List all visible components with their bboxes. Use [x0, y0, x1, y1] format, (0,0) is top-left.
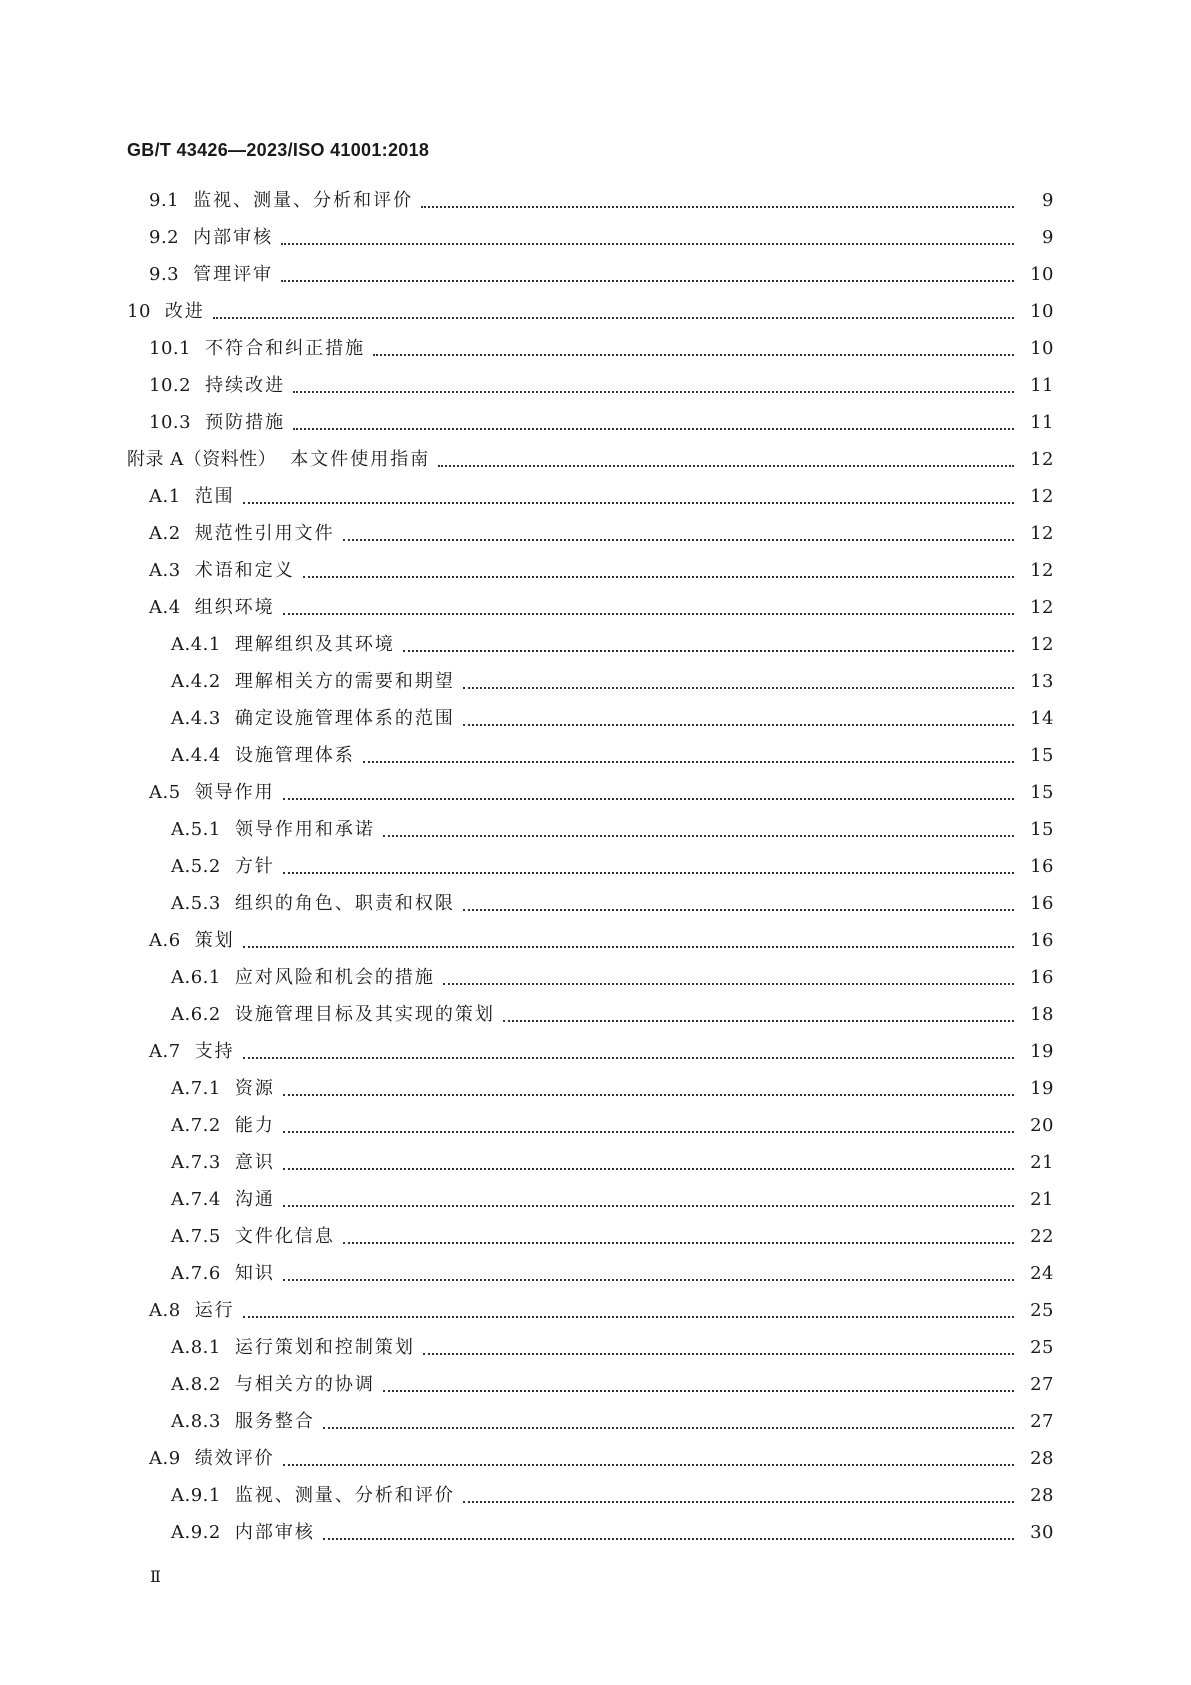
toc-entry[interactable] [0, 782, 1191, 819]
toc-entry-title: 持续改进 [205, 375, 286, 396]
toc-entry-title: 管理评审 [193, 264, 274, 285]
toc-entry-number: A.7.5 [171, 1226, 221, 1247]
toc-entry-number: A.8.1 [171, 1337, 221, 1358]
toc-entry-title: 资源 [234, 1078, 275, 1099]
toc-entry-title: 策划 [194, 930, 235, 951]
toc-entry-number: 9.3 [149, 264, 180, 285]
toc-entry-page: 15 [1030, 782, 1054, 803]
toc-entry-title: 绩效评价 [194, 1448, 275, 1469]
toc-entry[interactable] [0, 1226, 1191, 1263]
toc-entry-number: A.2 [149, 523, 181, 544]
document-header [127, 140, 429, 161]
toc-entry-title: 方针 [234, 856, 275, 877]
toc-entry-title: 文件化信息 [234, 1226, 335, 1247]
toc-entry-number: 9.2 [149, 227, 180, 248]
toc-entry-number: 10.3 [149, 412, 192, 433]
toc-entry[interactable] [0, 560, 1191, 597]
toc-dot-leader [283, 1115, 1014, 1133]
toc-dot-leader [323, 1411, 1014, 1429]
toc-entry-page: 18 [1030, 1004, 1054, 1025]
toc-dot-leader [283, 1189, 1014, 1207]
toc-dot-leader [283, 597, 1014, 615]
toc-dot-leader [243, 930, 1014, 948]
toc-dot-leader [463, 1485, 1014, 1503]
toc-dot-leader [293, 412, 1014, 430]
toc-entry-number: A.7.3 [171, 1152, 221, 1173]
toc-dot-leader [383, 1374, 1014, 1392]
toc-dot-leader [373, 338, 1014, 356]
toc-dot-leader [283, 1152, 1014, 1170]
toc-entry-page: 10 [1030, 338, 1054, 359]
toc-dot-leader [281, 227, 1014, 245]
toc-entry-page: 11 [1030, 412, 1054, 433]
toc-dot-leader [463, 671, 1014, 689]
toc-entry-page: 16 [1030, 856, 1054, 877]
toc-entry-title: 监视、测量、分析和评价 [234, 1485, 455, 1506]
toc-entry-title: 组织环境 [194, 597, 275, 618]
toc-entry-number: 9.1 [149, 190, 180, 211]
toc-entry[interactable] [0, 967, 1191, 1004]
toc-entry[interactable] [0, 375, 1191, 412]
toc-dot-leader [443, 967, 1014, 985]
toc-entry[interactable] [0, 1374, 1191, 1411]
toc-entry-number: A.7.6 [171, 1263, 221, 1284]
toc-entry-page: 22 [1030, 1226, 1054, 1247]
toc-entry[interactable] [0, 930, 1191, 967]
toc-entry-page: 10 [1030, 264, 1054, 285]
toc-entry[interactable] [0, 227, 1191, 264]
toc-entry-title: 不符合和纠正措施 [205, 338, 366, 359]
toc-entry-number: A.5.3 [171, 893, 221, 914]
toc-entry-title: 领导作用 [194, 782, 275, 803]
toc-dot-leader [283, 1448, 1014, 1466]
toc-entry-title: 理解组织及其环境 [234, 634, 395, 655]
toc-entry-title: 改进 [164, 301, 205, 322]
toc-entry[interactable] [0, 671, 1191, 708]
toc-dot-leader [243, 486, 1014, 504]
toc-entry[interactable] [0, 1411, 1191, 1448]
toc-entry-page: 27 [1030, 1374, 1054, 1395]
toc-entry[interactable] [0, 301, 1191, 338]
toc-entry[interactable] [0, 634, 1191, 671]
toc-entry-page: 30 [1030, 1522, 1054, 1543]
toc-entry-page: 25 [1030, 1300, 1054, 1321]
toc-entry-title: 领导作用和承诺 [234, 819, 375, 840]
toc-entry[interactable] [0, 486, 1191, 523]
toc-entry[interactable] [0, 856, 1191, 893]
toc-entry-title: 范围 [194, 486, 235, 507]
toc-entry-title: 支持 [194, 1041, 235, 1062]
toc-entry-number: A.9.2 [171, 1522, 221, 1543]
toc-entry-number: 附录 A（资料性） [127, 449, 277, 470]
toc-entry-page: 12 [1030, 634, 1054, 655]
toc-entry-number: A.6 [149, 930, 181, 951]
toc-entry-title: 理解相关方的需要和期望 [234, 671, 455, 692]
toc-entry-number: 10 [127, 301, 151, 322]
toc-entry-number: A.7.2 [171, 1115, 221, 1136]
toc-entry[interactable] [0, 1300, 1191, 1337]
toc-entry-title: 应对风险和机会的措施 [234, 967, 435, 988]
toc-entry-number: 10.1 [149, 338, 192, 359]
toc-entry-title: 内部审核 [193, 227, 274, 248]
toc-entry[interactable] [0, 1152, 1191, 1189]
toc-entry-page: 9 [1042, 227, 1054, 248]
toc-entry-page: 10 [1030, 301, 1054, 322]
toc-entry-title: 设施管理体系 [234, 745, 355, 766]
toc-entry-title: 规范性引用文件 [194, 523, 335, 544]
toc-entry[interactable] [0, 412, 1191, 449]
toc-entry-page: 11 [1030, 375, 1054, 396]
toc-entry-page: 13 [1030, 671, 1054, 692]
toc-dot-leader [343, 1226, 1014, 1244]
toc-entry-page: 15 [1030, 819, 1054, 840]
toc-dot-leader [283, 1263, 1014, 1281]
toc-entry-page: 27 [1030, 1411, 1054, 1432]
toc-dot-leader [243, 1300, 1014, 1318]
toc-entry[interactable] [0, 597, 1191, 634]
toc-dot-leader [303, 560, 1014, 578]
toc-dot-leader [363, 745, 1014, 763]
toc-entry-title: 组织的角色、职责和权限 [234, 893, 455, 914]
toc-entry-page: 9 [1042, 190, 1054, 211]
toc-entry-title: 能力 [234, 1115, 275, 1136]
toc-entry[interactable] [0, 893, 1191, 930]
toc-entry-page: 12 [1030, 560, 1054, 581]
toc-entry-page: 24 [1030, 1263, 1054, 1284]
toc-entry-page: 28 [1030, 1448, 1054, 1469]
toc-entry-page: 16 [1030, 930, 1054, 951]
toc-entry[interactable] [0, 1115, 1191, 1152]
toc-entry[interactable] [0, 190, 1191, 227]
toc-entry-page: 14 [1030, 708, 1054, 729]
toc-entry-title: 服务整合 [234, 1411, 315, 1432]
page-number: Ⅱ [150, 1567, 161, 1586]
toc-entry[interactable] [0, 1004, 1191, 1041]
toc-dot-leader [383, 819, 1014, 837]
toc-entry-title: 与相关方的协调 [234, 1374, 375, 1395]
toc-entry[interactable] [0, 1522, 1191, 1559]
toc-entry-number: A.6.2 [171, 1004, 221, 1025]
toc-entry[interactable] [0, 449, 1191, 486]
toc-entry[interactable] [0, 1448, 1191, 1485]
toc-entry-number: A.5.2 [171, 856, 221, 877]
toc-dot-leader [323, 1522, 1014, 1540]
toc-entry-title: 监视、测量、分析和评价 [193, 190, 414, 211]
toc-entry-number: A.7.4 [171, 1189, 221, 1210]
toc-entry[interactable] [0, 1189, 1191, 1226]
toc-entry-number: A.5 [149, 782, 181, 803]
toc-dot-leader [403, 634, 1014, 652]
toc-entry-title: 知识 [234, 1263, 275, 1284]
toc-entry-number: A.1 [149, 486, 181, 507]
toc-entry-title: 本文件使用指南 [290, 449, 431, 470]
toc-entry-page: 12 [1030, 597, 1054, 618]
toc-entry[interactable] [0, 338, 1191, 375]
toc-entry-number: A.9.1 [171, 1485, 221, 1506]
toc-entry-page: 20 [1030, 1115, 1054, 1136]
toc-dot-leader [283, 782, 1014, 800]
toc-entry-number: A.8.3 [171, 1411, 221, 1432]
toc-entry[interactable] [0, 1041, 1191, 1078]
toc-dot-leader [213, 301, 1014, 319]
toc-entry[interactable] [0, 264, 1191, 301]
toc-entry-page: 12 [1030, 523, 1054, 544]
table-of-contents [0, 190, 1191, 1559]
toc-entry-page: 16 [1030, 967, 1054, 988]
toc-entry-page: 21 [1030, 1189, 1054, 1210]
toc-dot-leader [243, 1041, 1014, 1059]
toc-entry-page: 12 [1030, 486, 1054, 507]
toc-entry-title: 运行 [194, 1300, 235, 1321]
page-footer [150, 1567, 161, 1586]
toc-dot-leader [421, 190, 1014, 208]
toc-dot-leader [343, 523, 1014, 541]
toc-entry-number: A.8 [149, 1300, 181, 1321]
toc-entry-page: 16 [1030, 893, 1054, 914]
toc-entry[interactable] [0, 708, 1191, 745]
toc-entry-title: 意识 [234, 1152, 275, 1173]
toc-entry-number: A.4.3 [171, 708, 221, 729]
toc-dot-leader [293, 375, 1014, 393]
toc-entry-page: 21 [1030, 1152, 1054, 1173]
toc-entry-number: A.4.1 [171, 634, 221, 655]
toc-entry-page: 28 [1030, 1485, 1054, 1506]
toc-entry[interactable] [0, 1078, 1191, 1115]
toc-dot-leader [281, 264, 1014, 282]
toc-dot-leader [283, 1078, 1014, 1096]
toc-entry-number: A.6.1 [171, 967, 221, 988]
toc-entry-title: 确定设施管理体系的范围 [234, 708, 455, 729]
toc-entry[interactable] [0, 1485, 1191, 1522]
toc-entry-number: A.4 [149, 597, 181, 618]
toc-dot-leader [423, 1337, 1014, 1355]
toc-entry-page: 15 [1030, 745, 1054, 766]
toc-entry-title: 运行策划和控制策划 [234, 1337, 415, 1358]
toc-entry[interactable] [0, 1337, 1191, 1374]
toc-dot-leader [463, 893, 1014, 911]
standard-code: GB/T 43426—2023/ISO 41001:2018 [127, 140, 430, 160]
toc-entry-title: 术语和定义 [194, 560, 295, 581]
toc-dot-leader [438, 449, 1014, 467]
toc-entry-number: 10.2 [149, 375, 192, 396]
toc-entry[interactable] [0, 745, 1191, 782]
toc-entry-number: A.9 [149, 1448, 181, 1469]
toc-dot-leader [503, 1004, 1014, 1022]
toc-entry-page: 19 [1030, 1041, 1054, 1062]
toc-entry[interactable] [0, 819, 1191, 856]
toc-entry[interactable] [0, 1263, 1191, 1300]
toc-entry-number: A.5.1 [171, 819, 221, 840]
toc-entry-title: 预防措施 [205, 412, 286, 433]
toc-entry-page: 12 [1030, 449, 1054, 470]
toc-entry-page: 19 [1030, 1078, 1054, 1099]
toc-entry-number: A.4.2 [171, 671, 221, 692]
toc-entry-number: A.7 [149, 1041, 181, 1062]
toc-entry-page: 25 [1030, 1337, 1054, 1358]
toc-dot-leader [463, 708, 1014, 726]
toc-entry-title: 内部审核 [234, 1522, 315, 1543]
toc-entry-number: A.4.4 [171, 745, 221, 766]
toc-entry-number: A.7.1 [171, 1078, 221, 1099]
toc-entry-title: 沟通 [234, 1189, 275, 1210]
toc-entry[interactable] [0, 523, 1191, 560]
toc-entry-title: 设施管理目标及其实现的策划 [234, 1004, 495, 1025]
toc-dot-leader [283, 856, 1014, 874]
toc-entry-number: A.3 [149, 560, 181, 581]
toc-entry-number: A.8.2 [171, 1374, 221, 1395]
